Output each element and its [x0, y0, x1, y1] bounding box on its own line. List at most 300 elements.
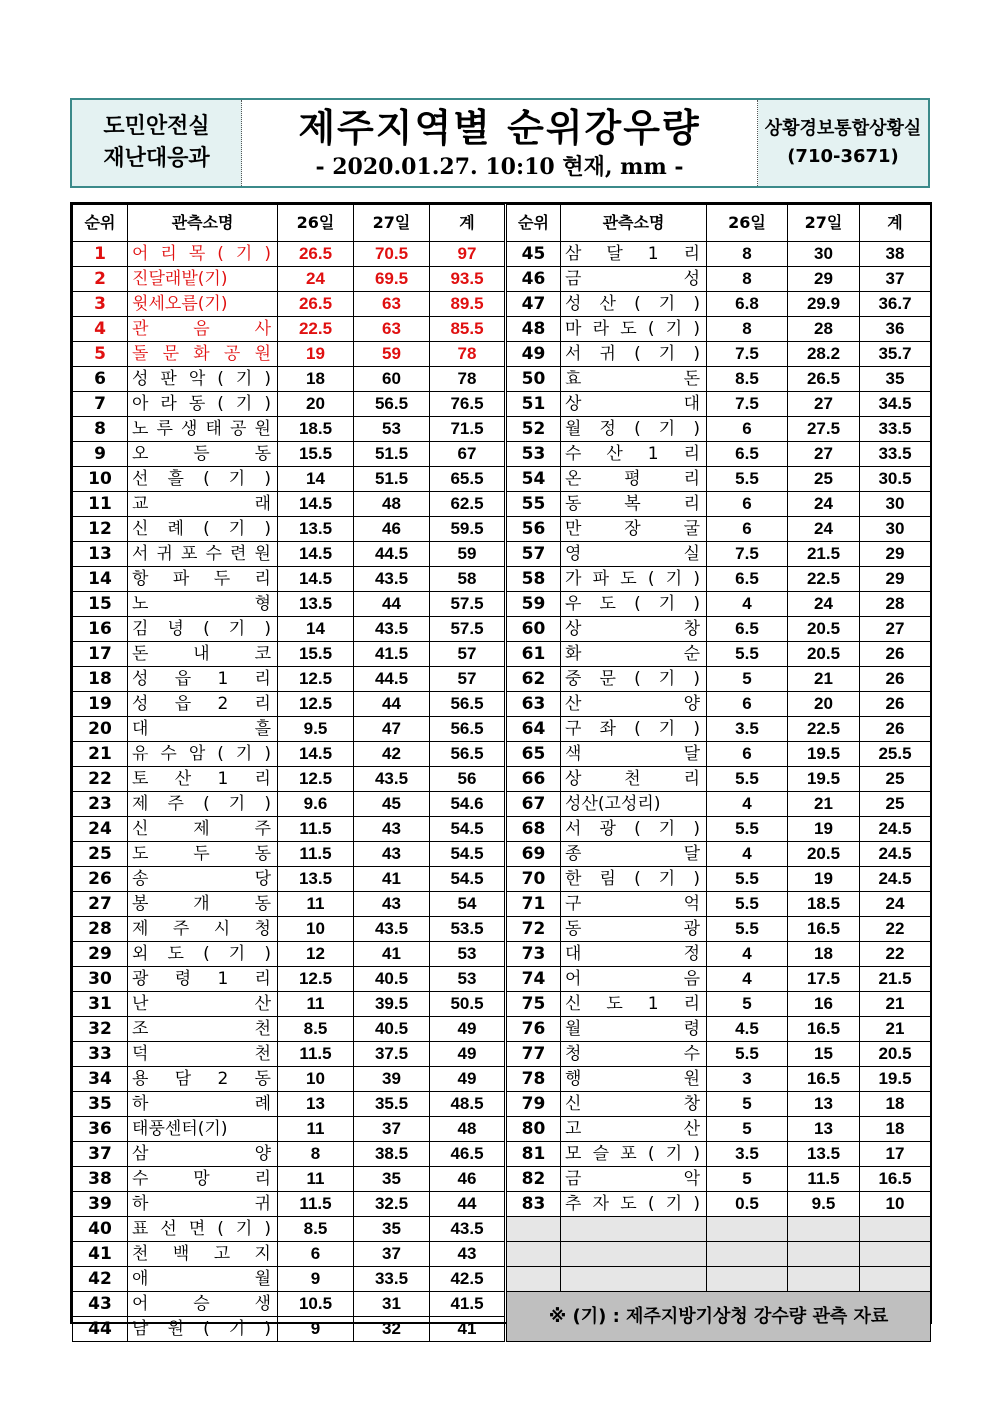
- station-name: [561, 417, 707, 442]
- station-name-text: 색 달: [565, 744, 700, 764]
- rainfall-table: [72, 204, 931, 1342]
- rain-total: 19.5: [860, 1067, 931, 1092]
- station-name: [561, 792, 707, 817]
- station-name-text: 어 음: [565, 969, 700, 989]
- col-day26: 26일: [278, 205, 354, 242]
- rain-total: 57.5: [430, 617, 506, 642]
- rain-day27: 11.5: [788, 1167, 860, 1192]
- rain-total: 56.5: [430, 692, 506, 717]
- station-name-text: 애 월: [132, 1269, 271, 1289]
- table-row: [73, 1292, 931, 1317]
- station-name: [128, 1242, 278, 1267]
- rank-cell: 53: [506, 442, 561, 467]
- table-row: [73, 417, 931, 442]
- rain-day26: 5: [707, 1167, 788, 1192]
- rain-total: 54.6: [430, 792, 506, 817]
- rain-day27: 44.5: [354, 667, 430, 692]
- rain-day26: 11.5: [278, 1042, 354, 1067]
- rank-cell: 80: [506, 1117, 561, 1142]
- station-name: [561, 742, 707, 767]
- station-name: [128, 1167, 278, 1192]
- rain-day26: 12.5: [278, 767, 354, 792]
- station-name-text: 제 주 시 청: [132, 919, 271, 939]
- rain-day27: 43.5: [354, 567, 430, 592]
- rain-total: 10: [860, 1192, 931, 1217]
- table-row: [73, 1192, 931, 1217]
- station-name-text: 관 음 사: [132, 319, 271, 339]
- empty-cell: [561, 1267, 707, 1292]
- table-row: [73, 692, 931, 717]
- rain-total: 18: [860, 1092, 931, 1117]
- empty-cell: [707, 1217, 788, 1242]
- rank-cell: 65: [506, 742, 561, 767]
- rank-cell: 21: [73, 742, 128, 767]
- empty-cell: [707, 1242, 788, 1267]
- station-name-text: 김 녕 ( 기 ): [132, 619, 271, 639]
- col-total: 계: [860, 205, 931, 242]
- station-name: [128, 717, 278, 742]
- rain-total: 24.5: [860, 842, 931, 867]
- table-row: [73, 892, 931, 917]
- rain-day26: 14: [278, 467, 354, 492]
- rain-total: 22: [860, 942, 931, 967]
- rank-cell: 61: [506, 642, 561, 667]
- station-name: [128, 1142, 278, 1167]
- rain-day26: 12.5: [278, 967, 354, 992]
- rain-day26: 4: [707, 967, 788, 992]
- rain-day27: 37: [354, 1117, 430, 1142]
- rain-total: 48.5: [430, 1092, 506, 1117]
- rank-cell: 64: [506, 717, 561, 742]
- rain-day26: 8: [278, 1142, 354, 1167]
- table-row: [73, 717, 931, 742]
- rain-day27: 45: [354, 792, 430, 817]
- station-name: [561, 1142, 707, 1167]
- rain-day26: 6: [707, 417, 788, 442]
- rain-total: 26: [860, 667, 931, 692]
- station-name-text: 수 산 1 리: [565, 444, 700, 464]
- table-row: [73, 842, 931, 867]
- rain-total: 24.5: [860, 867, 931, 892]
- rain-day27: 51.5: [354, 442, 430, 467]
- station-name-text: 서 광 ( 기 ): [565, 819, 700, 839]
- rank-cell: 26: [73, 867, 128, 892]
- rain-day26: 5: [707, 992, 788, 1017]
- rain-total: 54.5: [430, 867, 506, 892]
- station-name-text: 산 양: [565, 694, 700, 714]
- rain-day26: 9.5: [278, 717, 354, 742]
- rain-total: 71.5: [430, 417, 506, 442]
- rank-cell: 37: [73, 1142, 128, 1167]
- rain-total: 48: [430, 1117, 506, 1142]
- rain-day27: 29.9: [788, 292, 860, 317]
- rank-cell: 58: [506, 567, 561, 592]
- station-name-text: 조 천: [132, 1019, 271, 1039]
- rain-total: 43: [430, 1242, 506, 1267]
- rank-cell: 31: [73, 992, 128, 1017]
- rain-total: 65.5: [430, 467, 506, 492]
- rain-day26: 13.5: [278, 517, 354, 542]
- rain-day27: 51.5: [354, 467, 430, 492]
- station-name-text: 추 자 도 ( 기 ): [565, 1194, 700, 1214]
- station-name: [561, 392, 707, 417]
- station-name: [128, 742, 278, 767]
- rain-day27: 48: [354, 492, 430, 517]
- station-name-text: 성 산 ( 고 성 리 ): [565, 794, 661, 814]
- station-name: [128, 1117, 278, 1142]
- rank-cell: 83: [506, 1192, 561, 1217]
- rain-day27: 30: [788, 242, 860, 267]
- rank-cell: 69: [506, 842, 561, 867]
- rank-cell: 6: [73, 367, 128, 392]
- rain-day26: 12.5: [278, 667, 354, 692]
- rain-total: 38: [860, 242, 931, 267]
- empty-cell: [860, 1267, 931, 1292]
- rain-total: 20.5: [860, 1042, 931, 1067]
- rain-day27: 21.5: [788, 542, 860, 567]
- col-total: 계: [430, 205, 506, 242]
- station-name: [561, 1117, 707, 1142]
- table-row: [73, 1167, 931, 1192]
- station-name: [128, 642, 278, 667]
- rank-cell: 28: [73, 917, 128, 942]
- station-name: [128, 1092, 278, 1117]
- station-name: [128, 817, 278, 842]
- contact-block: [758, 100, 928, 186]
- department-line2: 재난대응과: [103, 146, 210, 171]
- station-name-text: 가 파 도 ( 기 ): [565, 569, 700, 589]
- station-name: [561, 267, 707, 292]
- rank-cell: 75: [506, 992, 561, 1017]
- rank-cell: 63: [506, 692, 561, 717]
- station-name-text: 신 례 ( 기 ): [132, 519, 271, 539]
- rank-cell: 67: [506, 792, 561, 817]
- col-day27: 27일: [354, 205, 430, 242]
- rain-day26: 4: [707, 792, 788, 817]
- rain-total: 21: [860, 1017, 931, 1042]
- rain-day26: 22.5: [278, 317, 354, 342]
- empty-cell: [860, 1217, 931, 1242]
- rain-day27: 43: [354, 892, 430, 917]
- rain-day26: 3.5: [707, 717, 788, 742]
- station-name-text: 아 라 동 ( 기 ): [132, 394, 271, 414]
- rain-day27: 41.5: [354, 642, 430, 667]
- rank-cell: 42: [73, 1267, 128, 1292]
- station-name: [561, 967, 707, 992]
- rain-day26: 5.5: [707, 1042, 788, 1067]
- table-row: [73, 242, 931, 267]
- table-row: [73, 667, 931, 692]
- rain-total: 18: [860, 1117, 931, 1142]
- rain-total: 41.5: [430, 1292, 506, 1317]
- station-name: [128, 517, 278, 542]
- station-name-text: 유 수 암 ( 기 ): [132, 744, 271, 764]
- rain-day27: 35: [354, 1167, 430, 1192]
- rank-cell: 20: [73, 717, 128, 742]
- station-name-text: 금 악: [565, 1169, 700, 1189]
- station-name: [561, 492, 707, 517]
- rain-day27: 40.5: [354, 1017, 430, 1042]
- station-name-text: 성 읍 1 리: [132, 669, 271, 689]
- station-name-text: 상 창: [565, 619, 700, 639]
- rain-day27: 33.5: [354, 1267, 430, 1292]
- col-day27: 27일: [788, 205, 860, 242]
- station-name: [128, 767, 278, 792]
- table-row: [73, 1267, 931, 1292]
- station-name-text: 어 승 생: [132, 1294, 271, 1314]
- rain-day26: 6: [278, 1242, 354, 1267]
- rain-total: 56.5: [430, 742, 506, 767]
- table-row: [73, 817, 931, 842]
- station-name-text: 외 도 ( 기 ): [132, 944, 271, 964]
- station-name-text: 선 흘 ( 기 ): [132, 469, 271, 489]
- rain-day26: 5.5: [707, 467, 788, 492]
- rank-cell: 40: [73, 1217, 128, 1242]
- rank-cell: 66: [506, 767, 561, 792]
- rain-day27: 19.5: [788, 767, 860, 792]
- rain-day27: 41: [354, 867, 430, 892]
- rain-day27: 28: [788, 317, 860, 342]
- table-row: [73, 792, 931, 817]
- table-row: [73, 917, 931, 942]
- rain-total: 22: [860, 917, 931, 942]
- table-row: [73, 342, 931, 367]
- rain-day27: 26.5: [788, 367, 860, 392]
- rain-day27: 15: [788, 1042, 860, 1067]
- station-name: [561, 1042, 707, 1067]
- rain-day27: 32: [354, 1317, 430, 1342]
- station-name: [561, 1167, 707, 1192]
- table-row: [73, 967, 931, 992]
- rain-day27: 18.5: [788, 892, 860, 917]
- department-line1: 도민안전실: [103, 114, 210, 139]
- rain-day27: 17.5: [788, 967, 860, 992]
- empty-cell: [860, 1242, 931, 1267]
- rain-day27: 22.5: [788, 567, 860, 592]
- rain-day27: 27: [788, 442, 860, 467]
- station-name: [561, 592, 707, 617]
- rank-cell: 8: [73, 417, 128, 442]
- rank-cell: 2: [73, 267, 128, 292]
- rain-day27: 37.5: [354, 1042, 430, 1067]
- station-name: [561, 667, 707, 692]
- rain-day27: 19.5: [788, 742, 860, 767]
- rank-cell: 14: [73, 567, 128, 592]
- station-name-text: 덕 천: [132, 1044, 271, 1064]
- station-name-text: 어 리 목 ( 기 ): [132, 244, 271, 264]
- rain-total: 17: [860, 1142, 931, 1167]
- rank-cell: 78: [506, 1067, 561, 1092]
- rank-cell: 45: [506, 242, 561, 267]
- rank-cell: 7: [73, 392, 128, 417]
- station-name: [128, 892, 278, 917]
- station-name-text: 월 정 ( 기 ): [565, 419, 700, 439]
- rain-total: 43.5: [430, 1217, 506, 1242]
- rain-total: 26: [860, 642, 931, 667]
- rain-day27: 63: [354, 317, 430, 342]
- rain-day26: 5: [707, 667, 788, 692]
- page-subtitle: - 2020.01.27. 10:10 현재, mm -: [315, 154, 684, 180]
- rain-day27: 35: [354, 1217, 430, 1242]
- table-row: [73, 642, 931, 667]
- rain-day26: 5: [707, 1117, 788, 1142]
- station-name: [561, 767, 707, 792]
- rain-total: 46.5: [430, 1142, 506, 1167]
- station-name: [128, 442, 278, 467]
- rank-cell: 51: [506, 392, 561, 417]
- empty-cell: [561, 1242, 707, 1267]
- table-row: [73, 1217, 931, 1242]
- station-name-text: 삼 양: [132, 1144, 271, 1164]
- rain-day27: 28.2: [788, 342, 860, 367]
- table-row: [73, 592, 931, 617]
- rain-total: 36.7: [860, 292, 931, 317]
- rain-day26: 4.5: [707, 1017, 788, 1042]
- rain-day26: 3: [707, 1067, 788, 1092]
- station-name-text: 수 망 리: [132, 1169, 271, 1189]
- station-name: [561, 642, 707, 667]
- rain-day26: 6: [707, 692, 788, 717]
- rain-day27: 13.5: [788, 1142, 860, 1167]
- rank-cell: 47: [506, 292, 561, 317]
- rank-cell: 15: [73, 592, 128, 617]
- footnote: ※ (기) : 제주지방기상청 강수량 관측 자료: [506, 1292, 931, 1342]
- rain-day27: 31: [354, 1292, 430, 1317]
- report-header: [70, 98, 930, 188]
- rain-day27: 16.5: [788, 1067, 860, 1092]
- rank-cell: 34: [73, 1067, 128, 1092]
- rain-day27: 60: [354, 367, 430, 392]
- rank-cell: 70: [506, 867, 561, 892]
- station-name-text: 노 루 생 태 공 원: [132, 419, 271, 439]
- rain-day26: 9: [278, 1317, 354, 1342]
- rank-cell: 54: [506, 467, 561, 492]
- rain-day26: 14: [278, 617, 354, 642]
- rain-day26: 19: [278, 342, 354, 367]
- station-name-text: 서 귀 ( 기 ): [565, 344, 700, 364]
- station-name-text: 광 령 1 리: [132, 969, 271, 989]
- rain-total: 42.5: [430, 1267, 506, 1292]
- rain-total: 93.5: [430, 267, 506, 292]
- station-name: [128, 967, 278, 992]
- rain-day26: 10: [278, 1067, 354, 1092]
- rank-cell: 68: [506, 817, 561, 842]
- rain-total: 24.5: [860, 817, 931, 842]
- station-name-text: 마 라 도 ( 기 ): [565, 319, 700, 339]
- rain-total: 89.5: [430, 292, 506, 317]
- rain-day26: 18.5: [278, 417, 354, 442]
- rain-day26: 14.5: [278, 567, 354, 592]
- rain-total: 35.7: [860, 342, 931, 367]
- table-row: [73, 517, 931, 542]
- rain-day26: 11: [278, 1117, 354, 1142]
- rain-day26: 12: [278, 942, 354, 967]
- empty-cell: [506, 1267, 561, 1292]
- rank-cell: 49: [506, 342, 561, 367]
- rain-day27: 39: [354, 1067, 430, 1092]
- station-name: [128, 942, 278, 967]
- empty-cell: [506, 1242, 561, 1267]
- table-row: [73, 742, 931, 767]
- table-row: [73, 542, 931, 567]
- rank-cell: 59: [506, 592, 561, 617]
- station-name-text: 청 수: [565, 1044, 700, 1064]
- rain-day27: 42: [354, 742, 430, 767]
- rain-day26: 14.5: [278, 742, 354, 767]
- station-name-text: 종 달: [565, 844, 700, 864]
- rain-day26: 13.5: [278, 867, 354, 892]
- station-name-text: 항 파 두 리: [132, 569, 271, 589]
- rain-day26: 15.5: [278, 642, 354, 667]
- rain-total: 62.5: [430, 492, 506, 517]
- rank-cell: 33: [73, 1042, 128, 1067]
- station-name-text: 태 풍 센 터 ( 기 ): [132, 1119, 228, 1139]
- rain-day27: 27.5: [788, 417, 860, 442]
- station-name-text: 우 도 ( 기 ): [565, 594, 700, 614]
- rain-day26: 5.5: [707, 867, 788, 892]
- station-name: [128, 592, 278, 617]
- table-row: [73, 442, 931, 467]
- rain-day27: 47: [354, 717, 430, 742]
- rank-cell: 50: [506, 367, 561, 392]
- table-row: [73, 1242, 931, 1267]
- rain-day26: 0.5: [707, 1192, 788, 1217]
- rank-cell: 39: [73, 1192, 128, 1217]
- rain-day26: 6: [707, 492, 788, 517]
- station-name: [561, 842, 707, 867]
- rain-total: 97: [430, 242, 506, 267]
- station-name: [561, 692, 707, 717]
- station-name: [128, 1067, 278, 1092]
- rain-total: 78: [430, 367, 506, 392]
- rain-total: 46: [430, 1167, 506, 1192]
- rank-cell: 79: [506, 1092, 561, 1117]
- station-name: [128, 242, 278, 267]
- table-row: [73, 1092, 931, 1117]
- rain-day26: 26.5: [278, 242, 354, 267]
- station-name: [128, 492, 278, 517]
- rank-cell: 43: [73, 1292, 128, 1317]
- rain-day27: 25: [788, 467, 860, 492]
- station-name-text: 온 평 리: [565, 469, 700, 489]
- rain-total: 29: [860, 542, 931, 567]
- station-name-text: 성 산 ( 기 ): [565, 294, 700, 314]
- rainfall-table-frame: [70, 202, 932, 1339]
- rank-cell: 38: [73, 1167, 128, 1192]
- rank-cell: 19: [73, 692, 128, 717]
- empty-cell: [788, 1242, 860, 1267]
- station-name-text: 용 담 2 동: [132, 1069, 271, 1089]
- station-name: [561, 917, 707, 942]
- station-name-text: 신 도 1 리: [565, 994, 700, 1014]
- station-name: [561, 817, 707, 842]
- rain-total: 28: [860, 592, 931, 617]
- rank-cell: 27: [73, 892, 128, 917]
- rank-cell: 29: [73, 942, 128, 967]
- rank-cell: 81: [506, 1142, 561, 1167]
- rank-cell: 23: [73, 792, 128, 817]
- table-row: [73, 1067, 931, 1092]
- station-name-text: 봉 개 동: [132, 894, 271, 914]
- rank-cell: 77: [506, 1042, 561, 1067]
- rank-cell: 35: [73, 1092, 128, 1117]
- rank-cell: 71: [506, 892, 561, 917]
- rain-day27: 21: [788, 667, 860, 692]
- station-name-text: 성 판 악 ( 기 ): [132, 369, 271, 389]
- table-row: [73, 1042, 931, 1067]
- rain-total: 25.5: [860, 742, 931, 767]
- rain-total: 56: [430, 767, 506, 792]
